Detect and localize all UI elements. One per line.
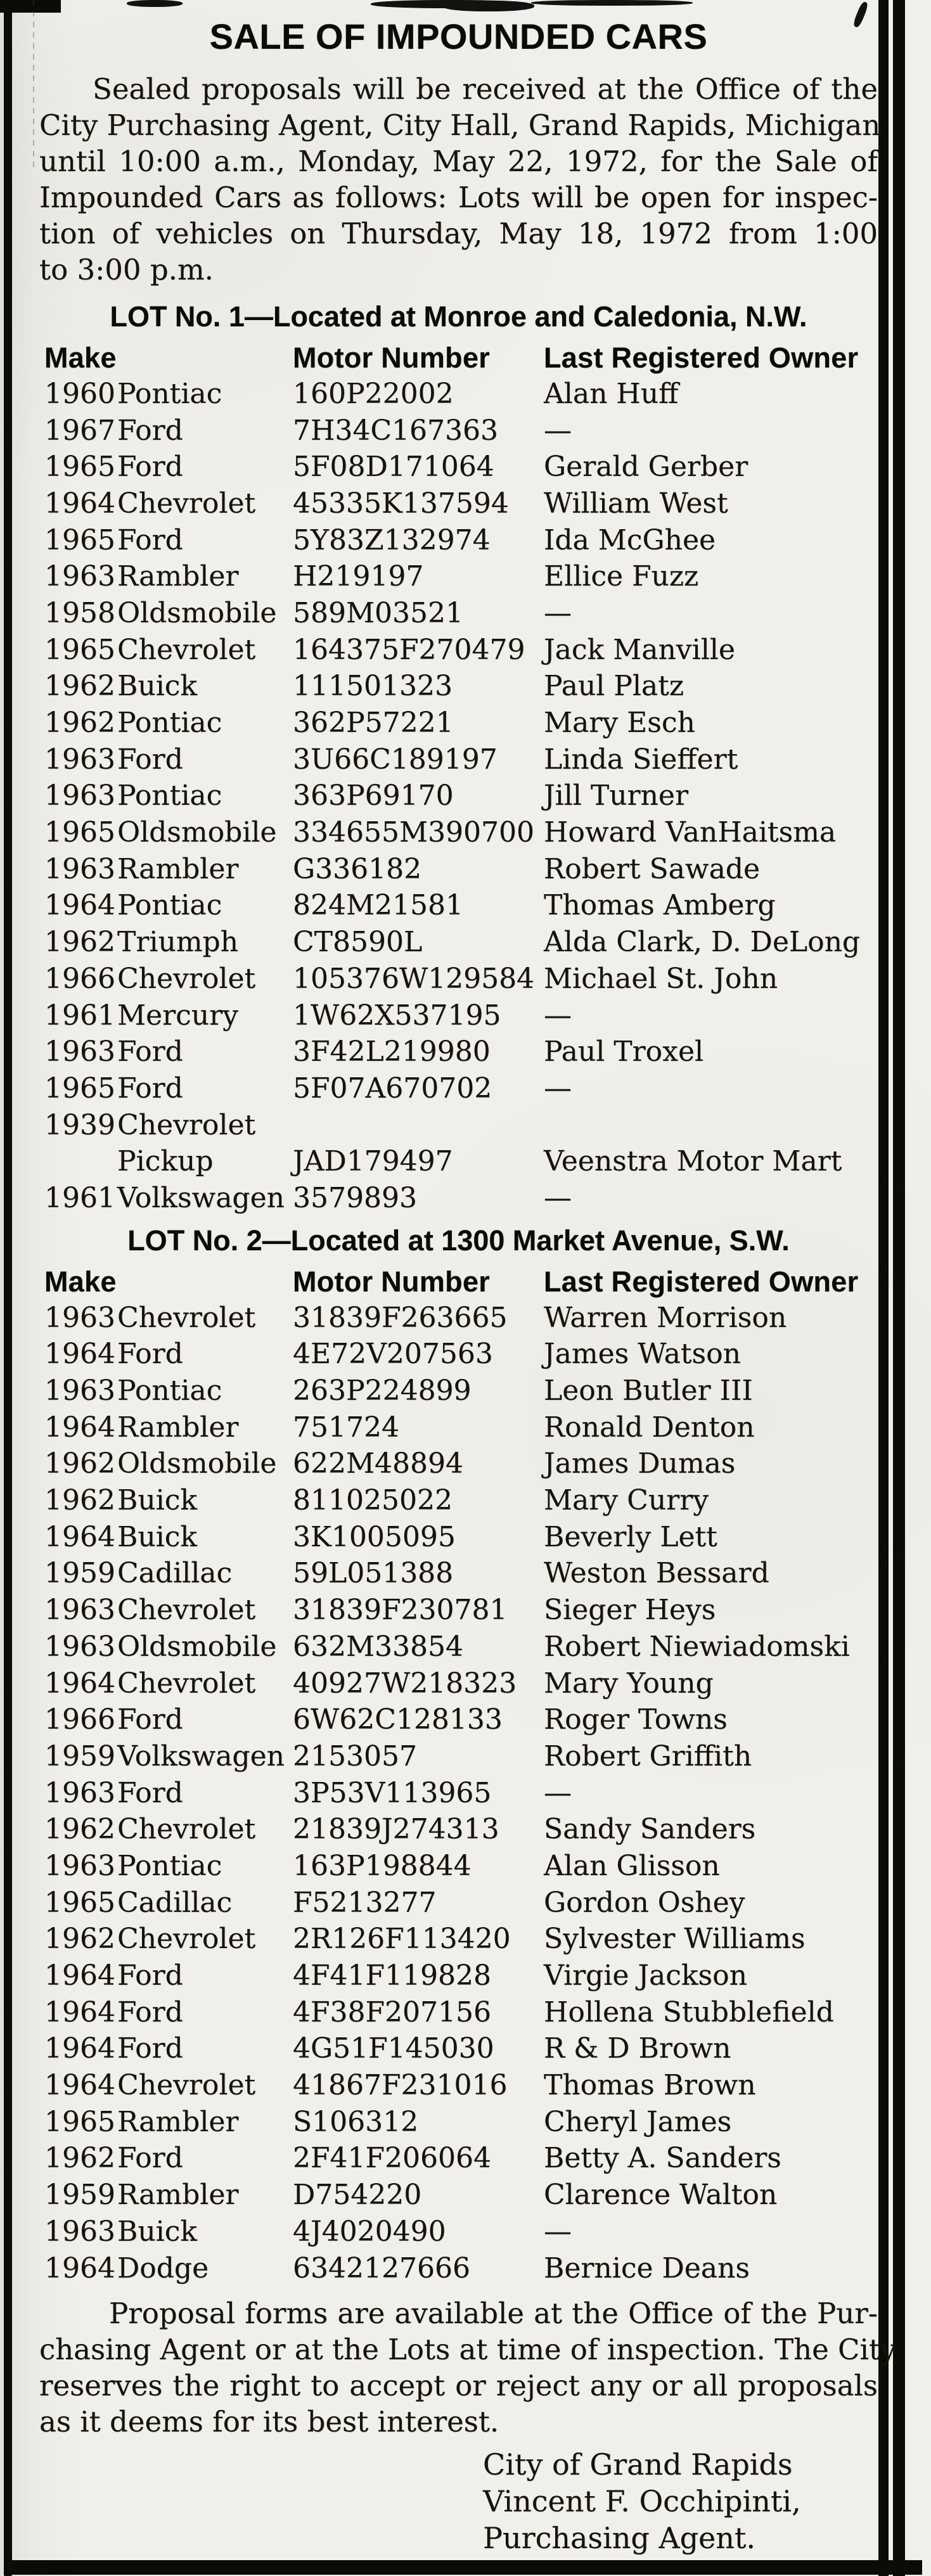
- cell-owner: James Dumas: [544, 1447, 736, 1480]
- cell-owner: R & D Brown: [544, 2032, 731, 2065]
- table-row: [39, 1180, 878, 1217]
- table-row: [39, 1921, 878, 1958]
- cell-owner: Alda Clark, D. DeLong: [544, 926, 861, 959]
- table-row: [39, 814, 878, 851]
- cell-owner: —: [544, 1072, 572, 1105]
- table-row: [39, 961, 878, 997]
- table-row: [39, 1409, 878, 1446]
- signature-block: [483, 2446, 878, 2556]
- cell-year: 1964: [44, 2032, 115, 2065]
- cell-make: Volkswagen: [117, 1181, 285, 1214]
- cell-year: 1963: [44, 1301, 115, 1334]
- cell-motor: 5F08D171064: [293, 451, 494, 484]
- cell-make: Rambler: [117, 1411, 239, 1444]
- cell-motor: 4F38F207156: [293, 1996, 492, 2028]
- cell-motor: 6342127666: [293, 2252, 470, 2284]
- cell-year: 1965: [44, 816, 115, 849]
- cell-make: Rambler: [117, 2179, 239, 2212]
- signature-title: Purchasing Agent.: [483, 2521, 756, 2556]
- intro-line: City Purchasing Agent, City Hall, Grand Rapids, Michigan: [39, 108, 881, 142]
- cell-motor: 4F41F119828: [293, 1959, 492, 1992]
- cell-make: Ford: [117, 1072, 183, 1105]
- table-row: [39, 741, 878, 778]
- table-row: [39, 705, 878, 741]
- cell-make: Ford: [117, 743, 183, 776]
- cell-year: 1964: [44, 1959, 115, 1992]
- cell-owner: —: [544, 596, 572, 629]
- table-row: [39, 1070, 878, 1107]
- table-row: [39, 1143, 878, 1180]
- cell-make: Pickup: [117, 1145, 214, 1178]
- cell-make: Oldsmobile: [117, 1630, 277, 1663]
- column-header-motor: Motor Number: [293, 342, 491, 374]
- cell-owner: Alan Huff: [544, 377, 679, 410]
- cell-owner: Robert Sawade: [544, 852, 760, 885]
- cell-owner: Betty A. Sanders: [544, 2142, 781, 2175]
- notice-body: [0, 16, 931, 2556]
- cell-owner: —: [544, 999, 572, 1032]
- intro-line: Sealed proposals will be received at the Office of the: [93, 72, 878, 106]
- cell-motor: 3K1005095: [293, 1520, 456, 1553]
- cell-motor: JAD179497: [293, 1145, 453, 1178]
- intro-line: until 10:00 a.m., Monday, May 22, 1972, for the Sale of: [39, 144, 878, 178]
- cell-motor: 45335K137594: [293, 487, 509, 520]
- cell-year: 1963: [44, 743, 115, 776]
- intro-line: Impounded Cars as follows: Lots will be open for inspec-: [39, 181, 878, 214]
- table-row: [39, 485, 878, 522]
- cell-make: Chevrolet: [117, 1813, 256, 1846]
- cell-year: 1964: [44, 1338, 115, 1371]
- table-row: [39, 1519, 878, 1556]
- table-row: [39, 1701, 878, 1738]
- column-header-owner: Last Registered Owner: [544, 1265, 859, 1298]
- cell-motor: 7H34C167363: [293, 414, 498, 447]
- cell-motor: 811025022: [293, 1484, 453, 1517]
- lot-2-heading: LOT No. 2—Located at 1300 Market Avenue, S.W.: [127, 1224, 790, 1257]
- cell-motor: 824M21581: [293, 889, 464, 922]
- table-row: [39, 2031, 878, 2068]
- table-row: [39, 595, 878, 632]
- cell-motor: 3F42L219980: [293, 1035, 491, 1068]
- cell-year: 1963: [44, 1776, 115, 1809]
- cell-make: Ford: [117, 1959, 183, 1992]
- cell-motor: 263P224899: [293, 1375, 472, 1407]
- cell-motor: 59L051388: [293, 1557, 454, 1590]
- cell-owner: Beverly Lett: [544, 1520, 717, 1553]
- cell-owner: Bernice Deans: [544, 2252, 750, 2284]
- cell-make: Ford: [117, 1035, 183, 1068]
- cell-make: Rambler: [117, 560, 239, 593]
- intro-line: tion of vehicles on Thursday, May 18, 1972 from 1:00: [39, 217, 878, 250]
- intro-paragraph: [39, 71, 881, 288]
- cell-motor: 164375F270479: [293, 633, 525, 666]
- cell-owner: Gordon Oshey: [544, 1886, 745, 1919]
- column-header-make: Make: [44, 342, 117, 374]
- cell-make: Oldsmobile: [117, 596, 277, 629]
- cell-make: Ford: [117, 1703, 183, 1736]
- cell-owner: Howard VanHaitsma: [544, 816, 837, 849]
- table-row: [39, 376, 878, 413]
- cell-owner: Robert Griffith: [544, 1740, 752, 1772]
- notice-title: SALE OF IMPOUNDED CARS: [209, 16, 708, 56]
- cell-owner: Leon Butler III: [544, 1375, 753, 1407]
- cell-year: 1962: [44, 670, 115, 703]
- cell-motor: 589M03521: [293, 596, 464, 629]
- top-edge-smudge: [442, 1, 534, 11]
- table-row: [39, 558, 878, 595]
- cell-make: Ford: [117, 2032, 183, 2065]
- cell-make: Mercury: [117, 999, 238, 1032]
- closing-line: Proposal forms are available at the Office of the Pur-: [109, 2297, 878, 2331]
- cell-year: 1963: [44, 779, 115, 812]
- cell-motor: F5213277: [293, 1886, 437, 1919]
- table-row: [39, 1885, 878, 1921]
- cell-owner: —: [544, 1776, 572, 1809]
- cell-make: Chevrolet: [117, 2069, 256, 2102]
- cell-motor: 163P198844: [293, 1849, 472, 1882]
- cell-owner: Paul Troxel: [544, 1035, 704, 1068]
- cell-make: Ford: [117, 2142, 183, 2175]
- cell-make: Chevrolet: [117, 1923, 256, 1956]
- cell-year: 1964: [44, 2252, 115, 2284]
- cell-owner: William West: [544, 487, 728, 520]
- cell-motor: 334655M390700: [293, 816, 534, 849]
- table-row: [39, 1107, 878, 1144]
- lot-1-rows: [39, 376, 878, 1217]
- cell-make: Ford: [117, 523, 183, 556]
- cell-year: 1963: [44, 560, 115, 593]
- cell-year: 1962: [44, 707, 115, 740]
- cell-owner: Alan Glisson: [544, 1849, 720, 1882]
- cell-owner: Ida McGhee: [544, 523, 716, 556]
- cell-make: Ford: [117, 1338, 183, 1371]
- cell-motor: 3P53V113965: [293, 1776, 492, 1809]
- cell-motor: H219197: [293, 560, 424, 593]
- cell-make: Chevrolet: [117, 633, 256, 666]
- table-row: [39, 2177, 878, 2214]
- cell-make: Ford: [117, 414, 183, 447]
- cell-owner: —: [544, 2215, 572, 2248]
- cell-owner: Veenstra Motor Mart: [544, 1145, 842, 1178]
- cell-motor: 105376W129584: [293, 962, 535, 995]
- cell-motor: 31839F263665: [293, 1301, 508, 1334]
- cell-year: 1963: [44, 1375, 115, 1407]
- cell-owner: Sieger Heys: [544, 1594, 716, 1627]
- cell-year: 1965: [44, 633, 115, 666]
- cell-owner: James Watson: [544, 1338, 741, 1371]
- cell-make: Chevrolet: [117, 1301, 256, 1334]
- table-row: [39, 1556, 878, 1592]
- cell-motor: 21839J274313: [293, 1813, 499, 1846]
- cell-year: 1959: [44, 1740, 115, 1772]
- cell-motor: 2F41F206064: [293, 2142, 492, 2175]
- cell-make: Chevrolet: [117, 1108, 256, 1141]
- cell-motor: G336182: [293, 852, 422, 885]
- cell-owner: —: [544, 1181, 572, 1214]
- table-row: [39, 851, 878, 888]
- lot-1-heading: LOT No. 1—Located at Monroe and Caledonia, N.W.: [110, 300, 807, 333]
- table-row: [39, 1629, 878, 1665]
- table-row: [39, 2141, 878, 2177]
- cell-motor: 2R126F113420: [293, 1923, 511, 1956]
- cell-motor: 6W62C128133: [293, 1703, 503, 1736]
- cell-motor: 2153057: [293, 1740, 417, 1772]
- intro-line: to 3:00 p.m.: [39, 253, 214, 286]
- column-header-motor: Motor Number: [293, 1265, 491, 1298]
- lot-section-2: [39, 1224, 878, 2287]
- cell-year: 1964: [44, 1667, 115, 1700]
- cell-owner: Jill Turner: [544, 779, 688, 812]
- table-row: [39, 2250, 878, 2287]
- table-row: [39, 1034, 878, 1070]
- cell-make: Buick: [117, 1484, 198, 1517]
- cell-year: 1962: [44, 1484, 115, 1517]
- cell-year: 1958: [44, 596, 115, 629]
- cell-year: 1965: [44, 1886, 115, 1919]
- cell-year: 1966: [44, 1703, 115, 1736]
- table-row: [39, 2104, 878, 2141]
- cell-year: 1962: [44, 1923, 115, 1956]
- cell-year: 1965: [44, 1072, 115, 1105]
- table-row: [39, 1958, 878, 1994]
- cell-motor: 362P57221: [293, 707, 454, 740]
- cell-make: Volkswagen: [117, 1740, 285, 1772]
- cell-motor: 363P69170: [293, 779, 454, 812]
- cell-make: Oldsmobile: [117, 816, 277, 849]
- column-header-owner: Last Registered Owner: [544, 342, 859, 374]
- cell-year: 1963: [44, 2215, 115, 2248]
- table-row: [39, 1738, 878, 1775]
- table-row: [39, 778, 878, 815]
- cell-owner: Mary Esch: [544, 707, 695, 740]
- cell-make: Chevrolet: [117, 1594, 256, 1627]
- table-row: [39, 413, 878, 449]
- cell-year: 1967: [44, 414, 115, 447]
- table-header-row: [39, 340, 878, 376]
- table-header-row: [39, 1264, 878, 1300]
- table-row: [39, 2214, 878, 2250]
- cell-motor: CT8590L: [293, 926, 423, 959]
- cell-year: 1966: [44, 962, 115, 995]
- cell-motor: 751724: [293, 1411, 399, 1444]
- cell-year: 1964: [44, 2069, 115, 2102]
- cell-owner: Cheryl James: [544, 2105, 732, 2138]
- cell-motor: 160P22002: [293, 377, 454, 410]
- closing-line: chasing Agent or at the Lots at time of inspection. The City: [39, 2333, 897, 2367]
- signature-name: Vincent F. Occhipinti,: [483, 2484, 801, 2519]
- table-row: [39, 888, 878, 925]
- cell-year: 1963: [44, 1035, 115, 1068]
- cell-year: 1964: [44, 1996, 115, 2028]
- cell-owner: Linda Sieffert: [544, 743, 738, 776]
- cell-make: Chevrolet: [117, 962, 256, 995]
- table-row: [39, 449, 878, 485]
- cell-motor: 5F07A670702: [293, 1072, 492, 1105]
- cell-owner: Weston Bessard: [544, 1557, 769, 1590]
- cell-motor: S106312: [293, 2105, 419, 2138]
- cell-make: Chevrolet: [117, 487, 256, 520]
- signature-city: City of Grand Rapids: [483, 2447, 793, 2482]
- table-row: [39, 1592, 878, 1629]
- cell-make: Cadillac: [117, 1557, 233, 1590]
- table-row: [39, 1848, 878, 1885]
- table-row: [39, 632, 878, 669]
- cell-year: 1961: [44, 999, 115, 1032]
- table-row: [39, 1811, 878, 1848]
- cell-make: Pontiac: [117, 1375, 222, 1407]
- cell-owner: Robert Niewiadomski: [544, 1630, 850, 1663]
- table-row: [39, 1665, 878, 1702]
- top-edge-smudge: [127, 0, 183, 7]
- cell-year: 1965: [44, 523, 115, 556]
- cell-year: 1939: [44, 1108, 115, 1141]
- cell-make: Ford: [117, 1776, 183, 1809]
- cell-year: 1962: [44, 2142, 115, 2175]
- lot-2-rows: [39, 1300, 878, 2287]
- cell-year: 1959: [44, 2179, 115, 2212]
- cell-owner: Warren Morrison: [544, 1301, 787, 1334]
- cell-year: 1963: [44, 1630, 115, 1663]
- cell-motor: 40927W218323: [293, 1667, 517, 1700]
- cell-year: 1961: [44, 1181, 115, 1214]
- cell-year: 1959: [44, 1557, 115, 1590]
- cell-owner: Sandy Sanders: [544, 1813, 756, 1846]
- cell-owner: Michael St. John: [544, 962, 778, 995]
- cell-motor: 5Y83Z132974: [293, 523, 491, 556]
- cell-owner: Mary Curry: [544, 1484, 709, 1517]
- cell-make: Pontiac: [117, 779, 222, 812]
- cell-make: Rambler: [117, 2105, 239, 2138]
- table-row: [39, 1994, 878, 2031]
- cell-year: 1960: [44, 377, 115, 410]
- cell-year: 1965: [44, 451, 115, 484]
- table-row: [39, 997, 878, 1034]
- cell-make: Pontiac: [117, 377, 222, 410]
- table-row: [39, 2067, 878, 2104]
- closing-line: reserves the right to accept or reject any or all proposals: [39, 2369, 878, 2403]
- cell-owner: Ellice Fuzz: [544, 560, 699, 593]
- table-row: [39, 1336, 878, 1373]
- cell-motor: 3579893: [293, 1181, 417, 1214]
- cell-owner: Thomas Amberg: [544, 889, 776, 922]
- cell-year: 1963: [44, 1849, 115, 1882]
- cell-make: Pontiac: [117, 707, 222, 740]
- cell-make: Cadillac: [117, 1886, 233, 1919]
- cell-owner: Mary Young: [544, 1667, 714, 1700]
- closing-line: as it deems for its best interest.: [39, 2405, 499, 2439]
- cell-year: 1963: [44, 1594, 115, 1627]
- cell-make: Oldsmobile: [117, 1447, 277, 1480]
- cell-motor: 4J4020490: [293, 2215, 446, 2248]
- table-row: [39, 669, 878, 705]
- cell-motor: 111501323: [293, 670, 453, 703]
- closing-paragraph: [39, 2295, 897, 2440]
- cell-make: Buick: [117, 2215, 198, 2248]
- cell-owner: Virgie Jackson: [544, 1959, 747, 1992]
- table-row: [39, 1775, 878, 1812]
- cell-motor: 1W62X537195: [293, 999, 501, 1032]
- cell-motor: 632M33854: [293, 1630, 464, 1663]
- lot-section-1: [39, 300, 878, 1217]
- cell-make: Pontiac: [117, 1849, 222, 1882]
- cell-year: 1962: [44, 1813, 115, 1846]
- cell-owner: Jack Manville: [544, 633, 735, 666]
- cell-make: Triumph: [117, 926, 239, 959]
- cell-owner: Paul Platz: [544, 670, 684, 703]
- cell-make: Ford: [117, 451, 183, 484]
- cell-year: 1962: [44, 926, 115, 959]
- table-row: [39, 1300, 878, 1336]
- table-row: [39, 1373, 878, 1409]
- cell-owner: Sylvester Williams: [544, 1923, 806, 1956]
- cell-motor: 4E72V207563: [293, 1338, 493, 1371]
- cell-motor: 41867F231016: [293, 2069, 508, 2102]
- cell-owner: —: [544, 414, 572, 447]
- cell-year: 1964: [44, 1520, 115, 1553]
- cell-year: 1964: [44, 487, 115, 520]
- cell-owner: Gerald Gerber: [544, 451, 748, 484]
- cell-make: Buick: [117, 1520, 198, 1553]
- cell-year: 1965: [44, 2105, 115, 2138]
- cell-motor: 3U66C189197: [293, 743, 498, 776]
- cell-make: Dodge: [117, 2252, 209, 2284]
- cell-owner: Thomas Brown: [544, 2069, 756, 2102]
- cell-year: 1964: [44, 889, 115, 922]
- cell-motor: 622M48894: [293, 1447, 464, 1480]
- table-row: [39, 522, 878, 559]
- table-row: [39, 924, 878, 961]
- cell-make: Buick: [117, 670, 198, 703]
- table-row: [39, 1446, 878, 1483]
- column-header-make: Make: [44, 1265, 117, 1298]
- cell-make: Ford: [117, 1996, 183, 2028]
- cell-motor: 4G51F145030: [293, 2032, 494, 2065]
- cell-owner: Roger Towns: [544, 1703, 728, 1736]
- cell-owner: Clarence Walton: [544, 2179, 778, 2212]
- top-edge-smudge: [531, 0, 693, 6]
- cell-make: Rambler: [117, 852, 239, 885]
- cell-year: 1962: [44, 1447, 115, 1480]
- table-row: [39, 1482, 878, 1519]
- cell-make: Chevrolet: [117, 1667, 256, 1700]
- cell-make: Pontiac: [117, 889, 222, 922]
- cell-owner: Ronald Denton: [544, 1411, 755, 1444]
- bottom-border-rule: [5, 2560, 922, 2575]
- cell-motor: D754220: [293, 2179, 422, 2212]
- cell-year: 1964: [44, 1411, 115, 1444]
- cell-motor: 31839F230781: [293, 1594, 508, 1627]
- cell-year: 1963: [44, 852, 115, 885]
- cell-owner: Hollena Stubblefield: [544, 1996, 834, 2028]
